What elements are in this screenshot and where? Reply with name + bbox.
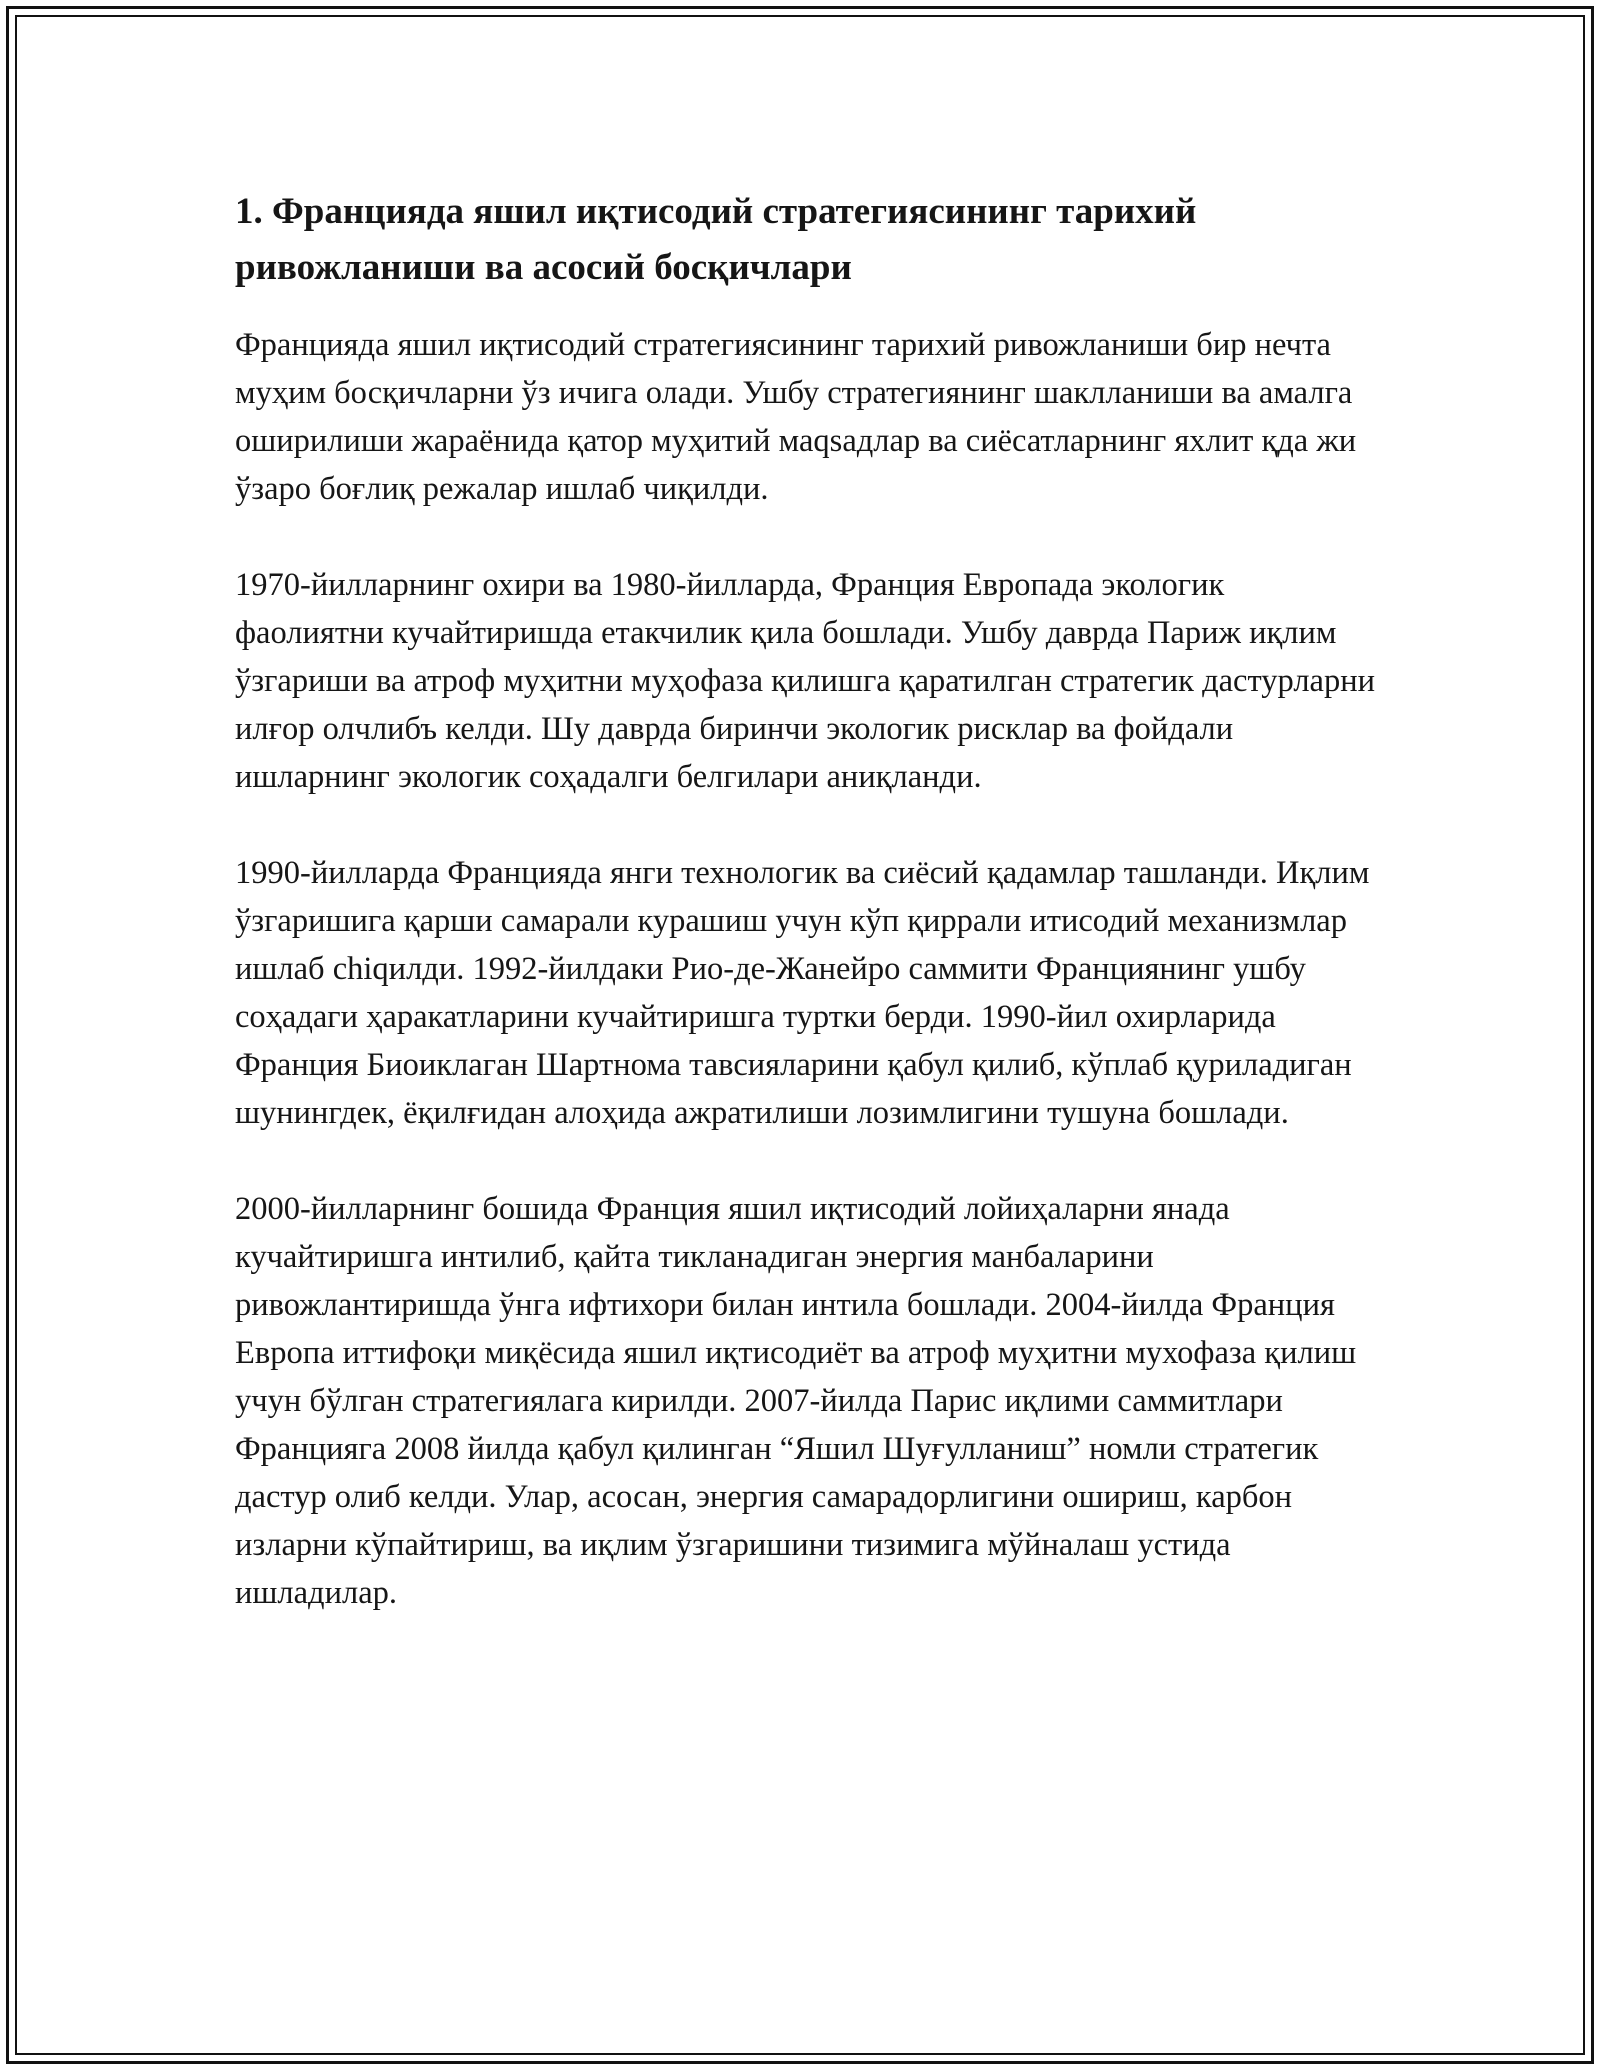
document-body — [235, 184, 1375, 1665]
paragraph-1990s: 1990-йилларда Францияда янги технологик ва сиёсий қадамлар ташланди. Иқлим ўзгаришига қарши самарали курашиш учун кўп қиррали итисодий механизмлар ишлаб chiqилди. 1992-йилдаки Рио-де-Жанейро саммити Франциянинг ушбу соҳадаги ҳаракатларини кучайтиришга туртки берди. 1990-йил охирларида Франция Биоиклаган Шартнома тавсияларини қабул қилиб, кўплаб қуриладиган шунингдек, ёқилғидан алоҳида ажратилиши лозимлигини тушуна бошлади. — [235, 855, 1370, 1131]
paragraph-1970s-1980s: 1970-йилларнинг охири ва 1980-йилларда, Франция Европада экологик фаолиятни кучайтиришда етакчилик қила бошлади. Ушбу даврда Париж иқлим ўзгариши ва атроф муҳитни муҳофаза қилишга қаратилган стратегик дастурларни илғор олчлибъ келди. Шу даврда биринчи экологик рисклар ва фойдали ишларнинг экологик соҳадалги белгилари аниқланди. — [235, 567, 1375, 795]
paragraph-2000s: 2000-йилларнинг бошида Франция яшил иқтисодий лойиҳаларни янада кучайтиришга интилиб, қайта тикланадиган энергия манбаларини ривожлантиришда ўнга ифтихори билан интила бошлади. 2004-йилда Франция Европа иттифоқи миқёсида яшил иқтисодиёт ва атроф муҳитни мухофаза қилиш учун бўлган стратегиялага кирилди. 2007-йилда Парис иқлими саммитлари Францияга 2008 йилда қабул қилинган “Яшил Шуғулланиш” номли стратегик дастур олиб келди. Улар, асосан, энергия самарадорлигини ошириш, карбон изларни кўпайтириш, ва иқлим ўзгаришини тизимига мўйналаш устида ишладилар. — [235, 1191, 1357, 1611]
paragraph-intro: Францияда яшил иқтисодий стратегиясининг тарихий ривожланиши бир нечта муҳим босқичларни ўз ичига олади. Ушбу стратегиянинг шаклланиши ва амалга оширилиши жараёнида қатор муҳитий маqsадлар ва сиёсатларнинг яхлит қда жи ўзаро боғлиқ режалар ишлаб чиқилди. — [235, 327, 1357, 507]
section-heading: 1. Францияда яшил иқтисодий стратегиясининг тарихий ривожланиши ва асосий босқичлари — [235, 191, 1197, 288]
